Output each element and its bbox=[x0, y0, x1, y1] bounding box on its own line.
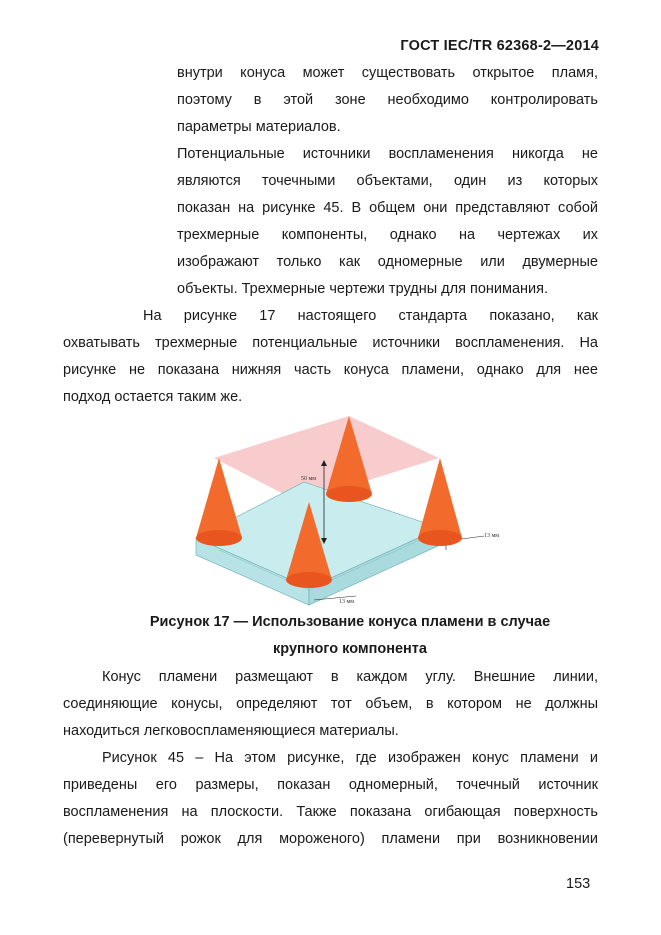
text-line: объекты. Трехмерные чертежи трудны для понимания. bbox=[177, 281, 549, 297]
text-line: (перевернутый рожок для мороженого) пламени при возникновении bbox=[63, 831, 598, 847]
document-header: ГОСТ IEC/TR 62368-2—2014 bbox=[400, 38, 599, 54]
text-line: параметры материалов. bbox=[177, 119, 341, 135]
flame-cone-left bbox=[196, 458, 242, 546]
text-line: Рисунок 45 – На этом рисунке, где изображен конус пламени и bbox=[102, 750, 598, 766]
text-line: поэтому в этой зоне необходимо контролировать bbox=[177, 92, 598, 108]
text-line: находиться легковоспламеняющиеся материалы. bbox=[63, 723, 399, 739]
text-line: подход остается таким же. bbox=[63, 389, 243, 405]
page-number: 153 bbox=[566, 876, 591, 892]
text-line: изображают только как одномерные или двумерные bbox=[177, 254, 598, 270]
dimension-height-label: 50 мм bbox=[301, 476, 317, 482]
text-line: внутри конуса может существовать открытое пламя, bbox=[177, 65, 598, 81]
text-line: приведены его размеры, показан одномерный, точечный источник bbox=[63, 777, 598, 793]
dimension-side-label: 13 мм bbox=[484, 533, 500, 539]
envelope-top-plane bbox=[214, 416, 439, 502]
text-line: трехмерные компоненты, однако на чертежах их bbox=[177, 227, 598, 243]
text-line: показан на рисунке 45. В общем они представляют собой bbox=[177, 200, 598, 216]
text-line: На рисунке 17 настоящего стандарта показано, как bbox=[143, 308, 598, 324]
text-line: являются точечными объектами, один из которых bbox=[177, 173, 598, 189]
figure-caption-continued: крупного компонента bbox=[273, 641, 427, 657]
figure-caption: Рисунок 17 — Использование конуса пламени в случае bbox=[149, 614, 551, 630]
text-line: Конус пламени размещают в каждом углу. Внешние линии, bbox=[102, 669, 598, 685]
flame-cone-figure bbox=[184, 410, 504, 610]
text-line: охватывать трехмерные потенциальные источники воспламенения. На bbox=[63, 335, 598, 351]
dimension-front-label: 13 мм bbox=[339, 599, 355, 605]
text-line: воспламенения на плоскости. Также показана огибающая поверхность bbox=[63, 804, 598, 820]
text-line: соединяющие конусы, определяют тот объем, в котором не должны bbox=[63, 696, 598, 712]
text-line: рисунке не показана нижняя часть конуса пламени, однако для нее bbox=[63, 362, 598, 378]
flame-cone-right bbox=[418, 458, 462, 546]
text-line: Потенциальные источники воспламенения никогда не bbox=[177, 146, 598, 162]
